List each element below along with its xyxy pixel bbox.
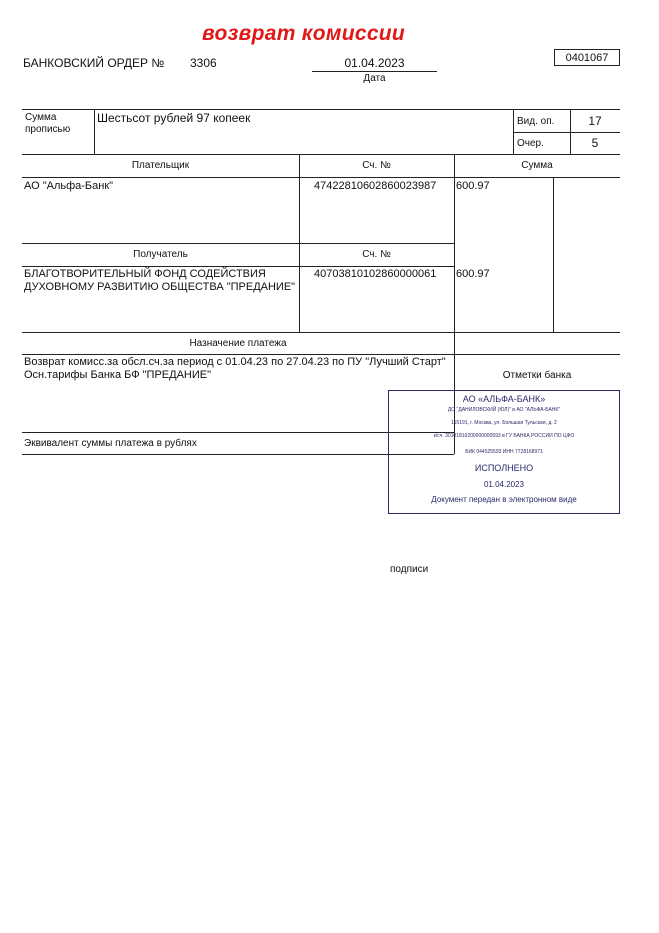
recipient-header: Получатель <box>133 249 188 260</box>
stamp-note: Документ передан в электронном виде <box>431 495 577 504</box>
payer-name: АО "Альфа-Банк" <box>24 180 114 192</box>
grid-line <box>299 154 300 332</box>
grid-line <box>553 177 554 332</box>
grid-line <box>22 354 620 355</box>
grid-line <box>22 154 620 155</box>
recipient-name: БЛАГОТВОРИТЕЛЬНЫЙ ФОНД СОДЕЙСТВИЯ ДУХОВНОМУ РАЗВИТИЮ ОБЩЕСТВА "ПРЕДАНИЕ" <box>24 268 296 293</box>
stamp-address: 115191, г. Москва, ул. Большая Тульская, д. 2 <box>451 420 557 426</box>
grid-line <box>22 266 454 267</box>
recipient-account-header: Сч. № <box>362 249 391 260</box>
amount-words-label: Сумма прописью <box>25 112 71 135</box>
op-type-value: 17 <box>588 114 602 128</box>
form-code: 0401067 <box>554 49 620 66</box>
payer-header: Плательщик <box>131 160 190 171</box>
stamp-corr-account: к/сч. 30101810200000000593 в ГУ БАНКА РОССИИ ПО ЦФО <box>433 433 575 439</box>
grid-line <box>22 177 620 178</box>
grid-line <box>513 109 514 154</box>
annotation-title: возврат комиссии <box>202 22 406 45</box>
order-title: БАНКОВСКИЙ ОРДЕР № <box>23 56 165 70</box>
purpose-label: Назначение платежа <box>189 338 287 349</box>
amount-header: Сумма <box>521 160 553 171</box>
grid-line <box>22 243 454 244</box>
payer-amount: 600.97 <box>456 180 490 192</box>
grid-line <box>94 109 95 154</box>
grid-line <box>513 132 620 133</box>
stamp-status: ИСПОЛНЕНО <box>474 463 534 473</box>
payer-account-header: Сч. № <box>362 160 391 171</box>
date-underline <box>312 71 437 72</box>
order-number: 3306 <box>190 56 217 70</box>
op-type-label: Вид. оп. <box>517 116 555 127</box>
grid-line <box>22 332 620 333</box>
stamp-bank: АО «АЛЬФА-БАНК» <box>462 394 546 404</box>
recipient-account: 40703810102860000061 <box>314 268 437 280</box>
bank-stamp <box>388 390 620 514</box>
priority-value: 5 <box>591 136 599 150</box>
stamp-branch: ДО "ДАНИЛОВСКИЙ (ЮЛ)" в АО "АЛЬФА-БАНК" <box>447 407 561 413</box>
order-date: 01.04.2023 <box>344 56 405 70</box>
amount-words-value: Шестьсот рублей 97 копеек <box>97 111 251 125</box>
grid-line <box>22 109 620 110</box>
purpose-line-1: Возврат комисс.за обсл.сч.за период с 01.04.23 по 27.04.23 по ПУ "Лучший Старт" <box>24 356 446 368</box>
payer-account: 47422810602860023987 <box>314 180 437 192</box>
signatures-label: подписи <box>390 564 429 575</box>
equivalent-label: Эквивалент суммы платежа в рублях <box>24 438 197 449</box>
recipient-amount: 600.97 <box>456 268 490 280</box>
priority-label: Очер. <box>517 138 544 149</box>
date-label: Дата <box>363 73 386 84</box>
stamp-bik-inn: БИК 044525593 ИНН 7728168971 <box>465 449 543 455</box>
stamp-date: 01.04.2023 <box>483 480 525 489</box>
bank-marks-label: Отметки банка <box>502 370 572 381</box>
purpose-line-2: Осн.тарифы Банка БФ "ПРЕДАНИЕ" <box>24 369 212 381</box>
